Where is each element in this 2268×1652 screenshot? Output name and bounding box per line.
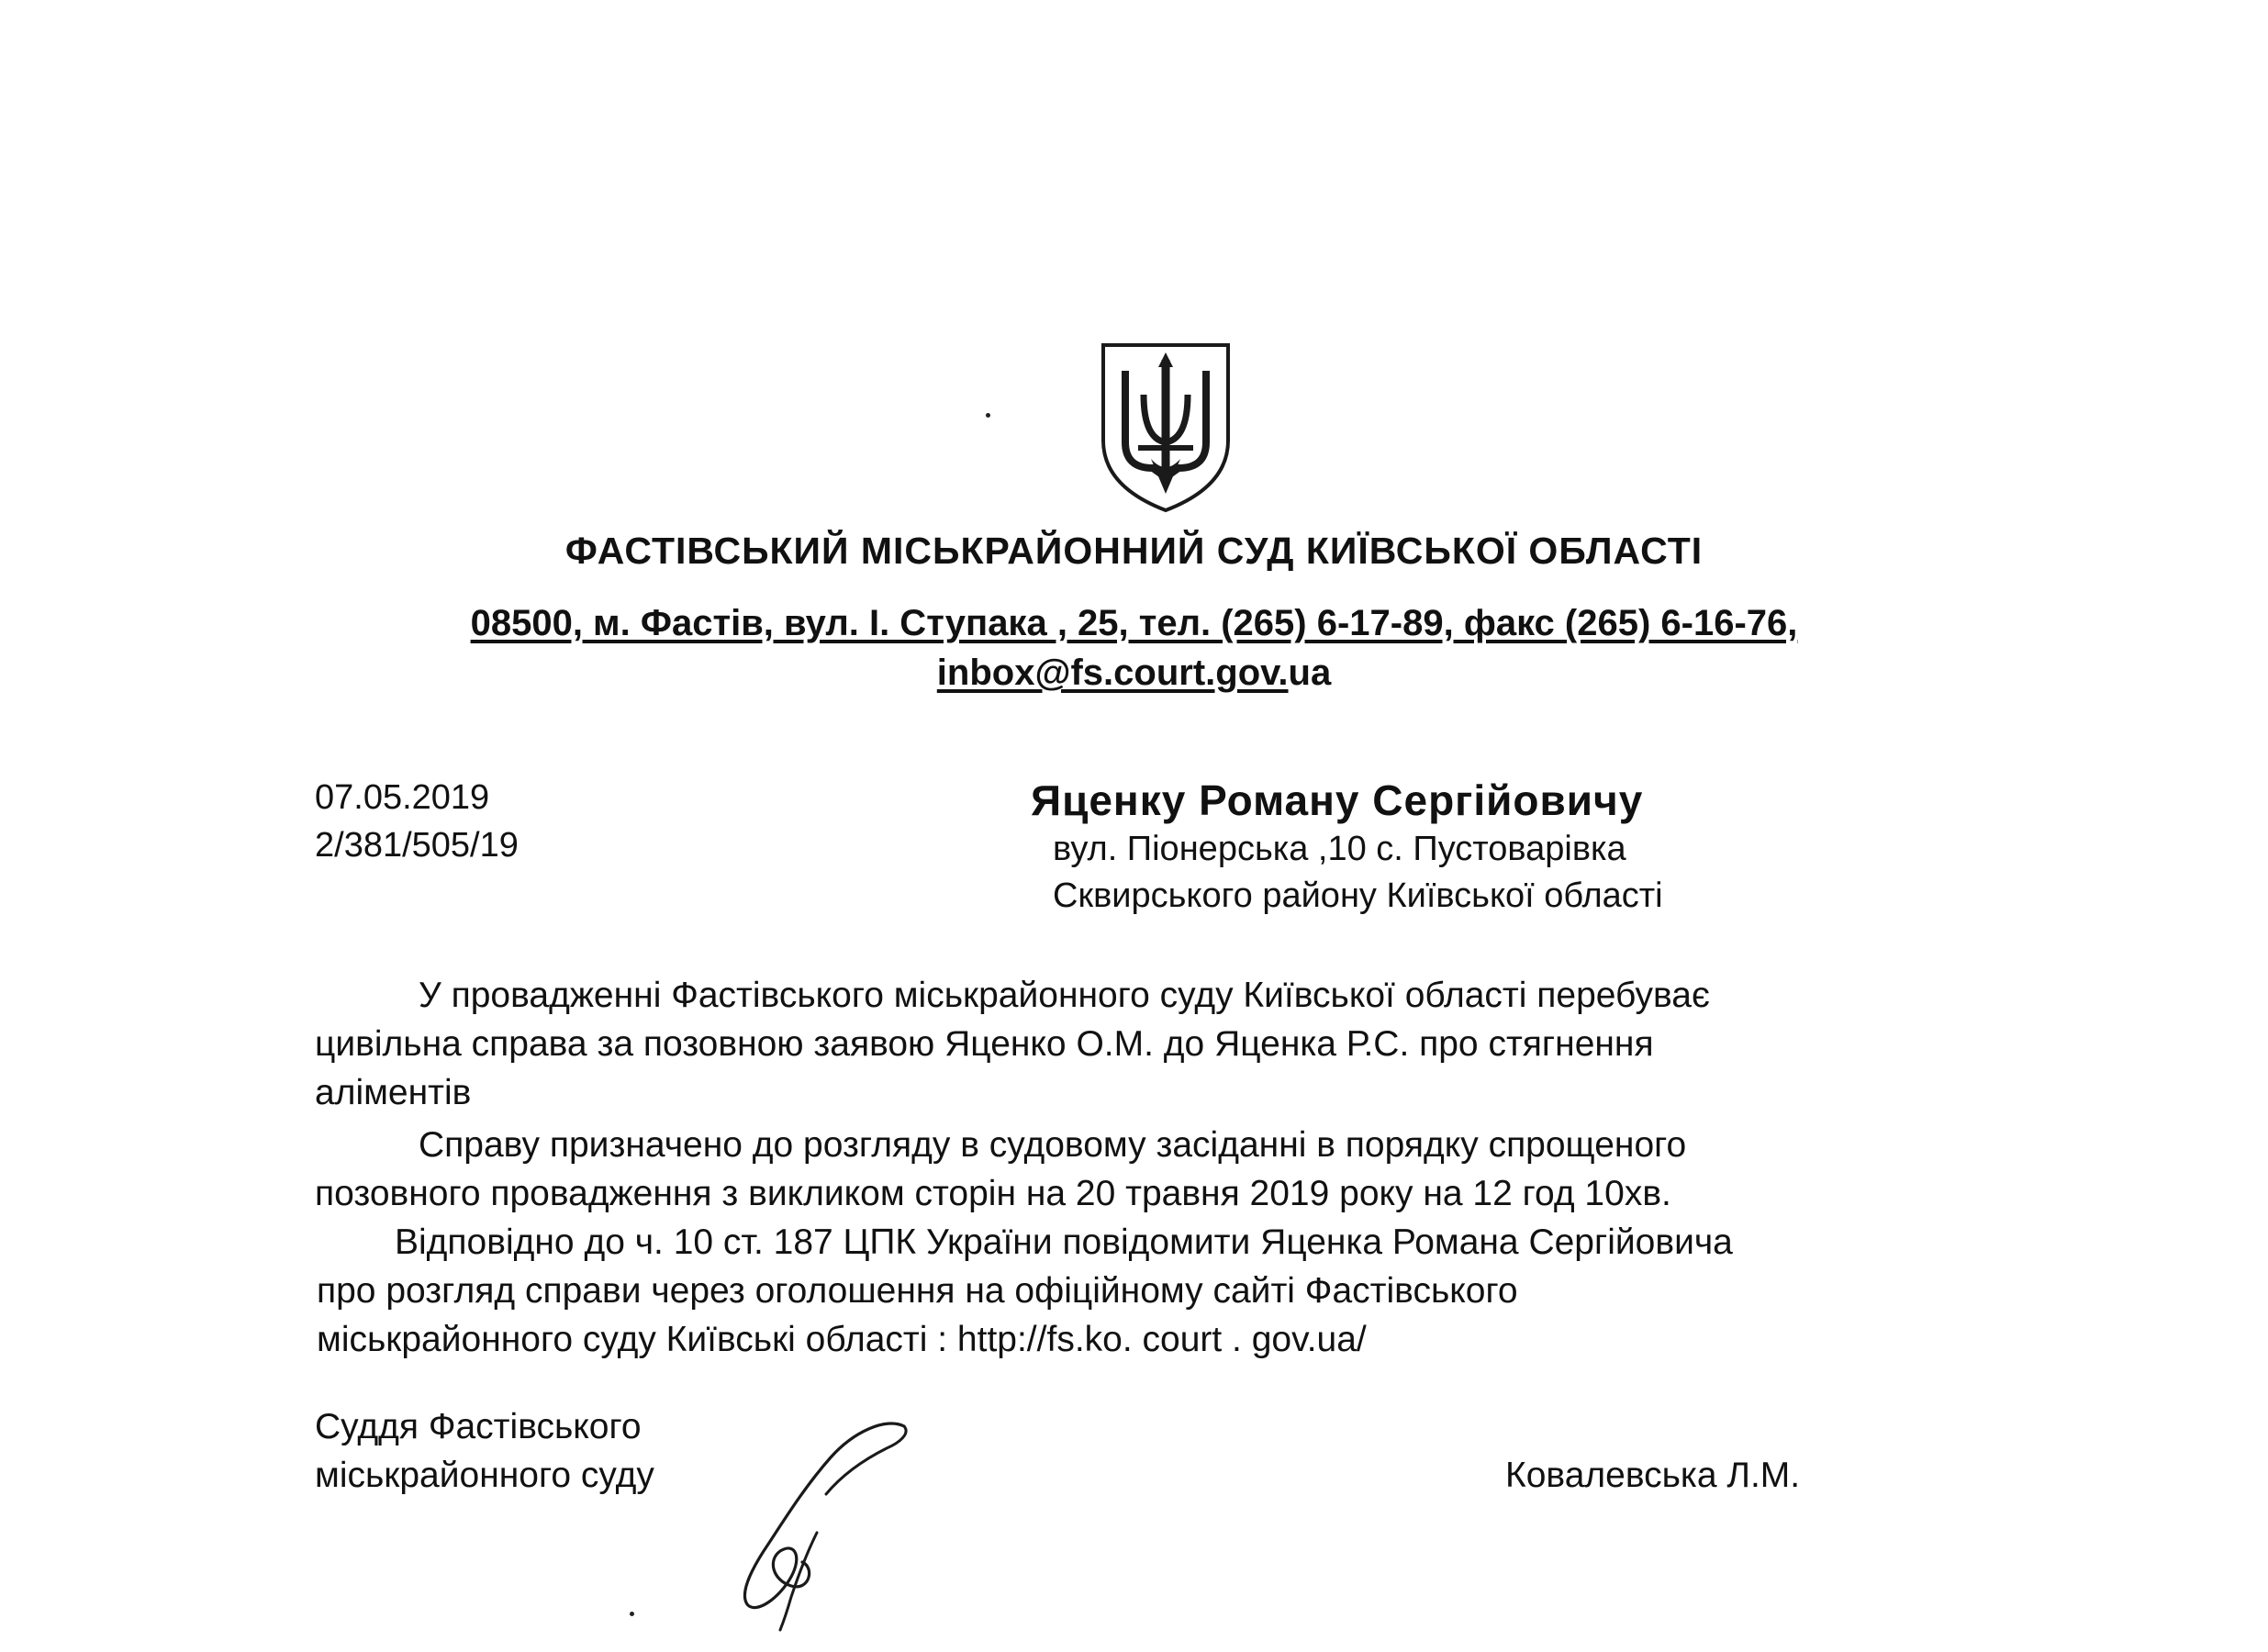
court-address: 08500, м. Фастів, вул. І. Ступака , 25, тел. (265) 6-17-89, факс (265) 6-16-76, (470, 603, 1798, 643)
court-email-domain: ua (1288, 653, 1332, 693)
trident-coat-of-arms-icon (1098, 340, 1234, 516)
court-email (0, 653, 2268, 694)
body-line: У провадженні Фастівського міськрайонного суду Київської області перебуває (419, 976, 1710, 1015)
judge-name: Ковалевська Л.М. (1505, 1456, 1801, 1495)
scan-speck (986, 413, 990, 418)
body-line: цивільна справа за позовною заявою Яценко О.М. до Яценка Р.С. про стягнення (315, 1024, 1654, 1064)
court-email-address: inbox@fs.court.gov. (936, 653, 1289, 693)
court-name: ФАСТІВСЬКИЙ МІСЬКРАЙОННИЙ СУД КИЇВСЬКОЇ ОБЛАСТІ (564, 530, 1704, 572)
signature-title-line-1: Суддя Фастівського (315, 1407, 642, 1446)
recipient-name: Яценку Роману Сергійовичу (1031, 776, 1644, 824)
scan-speck (630, 1612, 634, 1616)
letter-date: 07.05.2019 (315, 778, 490, 817)
reference-number: 2/381/505/19 (315, 826, 519, 865)
recipient-address-line-1: вул. Піонерська ,10 с. Пустоварівка (1053, 830, 1626, 868)
body-line: позовного провадження з викликом сторін на 20 травня 2019 року на 12 год 10хв. (315, 1174, 1671, 1213)
body-line: Справу призначено до розгляду в судовому засіданні в порядку спрощеного (419, 1125, 1687, 1165)
body-line: міськрайонного суду Київські області : http://fs.ko. court . gov.ua/ (317, 1320, 1367, 1359)
recipient-address-line-2: Сквирського району Київської області (1053, 876, 1663, 915)
handwritten-signature-icon (707, 1413, 927, 1634)
body-line: про розгляд справи через оголошення на офіційному сайті Фастівського (317, 1271, 1518, 1311)
signature-title-line-2: міськрайонного суду (315, 1456, 654, 1495)
body-line: аліментів (315, 1073, 472, 1112)
body-line: Відповідно до ч. 10 ст. 187 ЦПК України повідомити Яценка Романа Сергійовича (395, 1222, 1733, 1262)
